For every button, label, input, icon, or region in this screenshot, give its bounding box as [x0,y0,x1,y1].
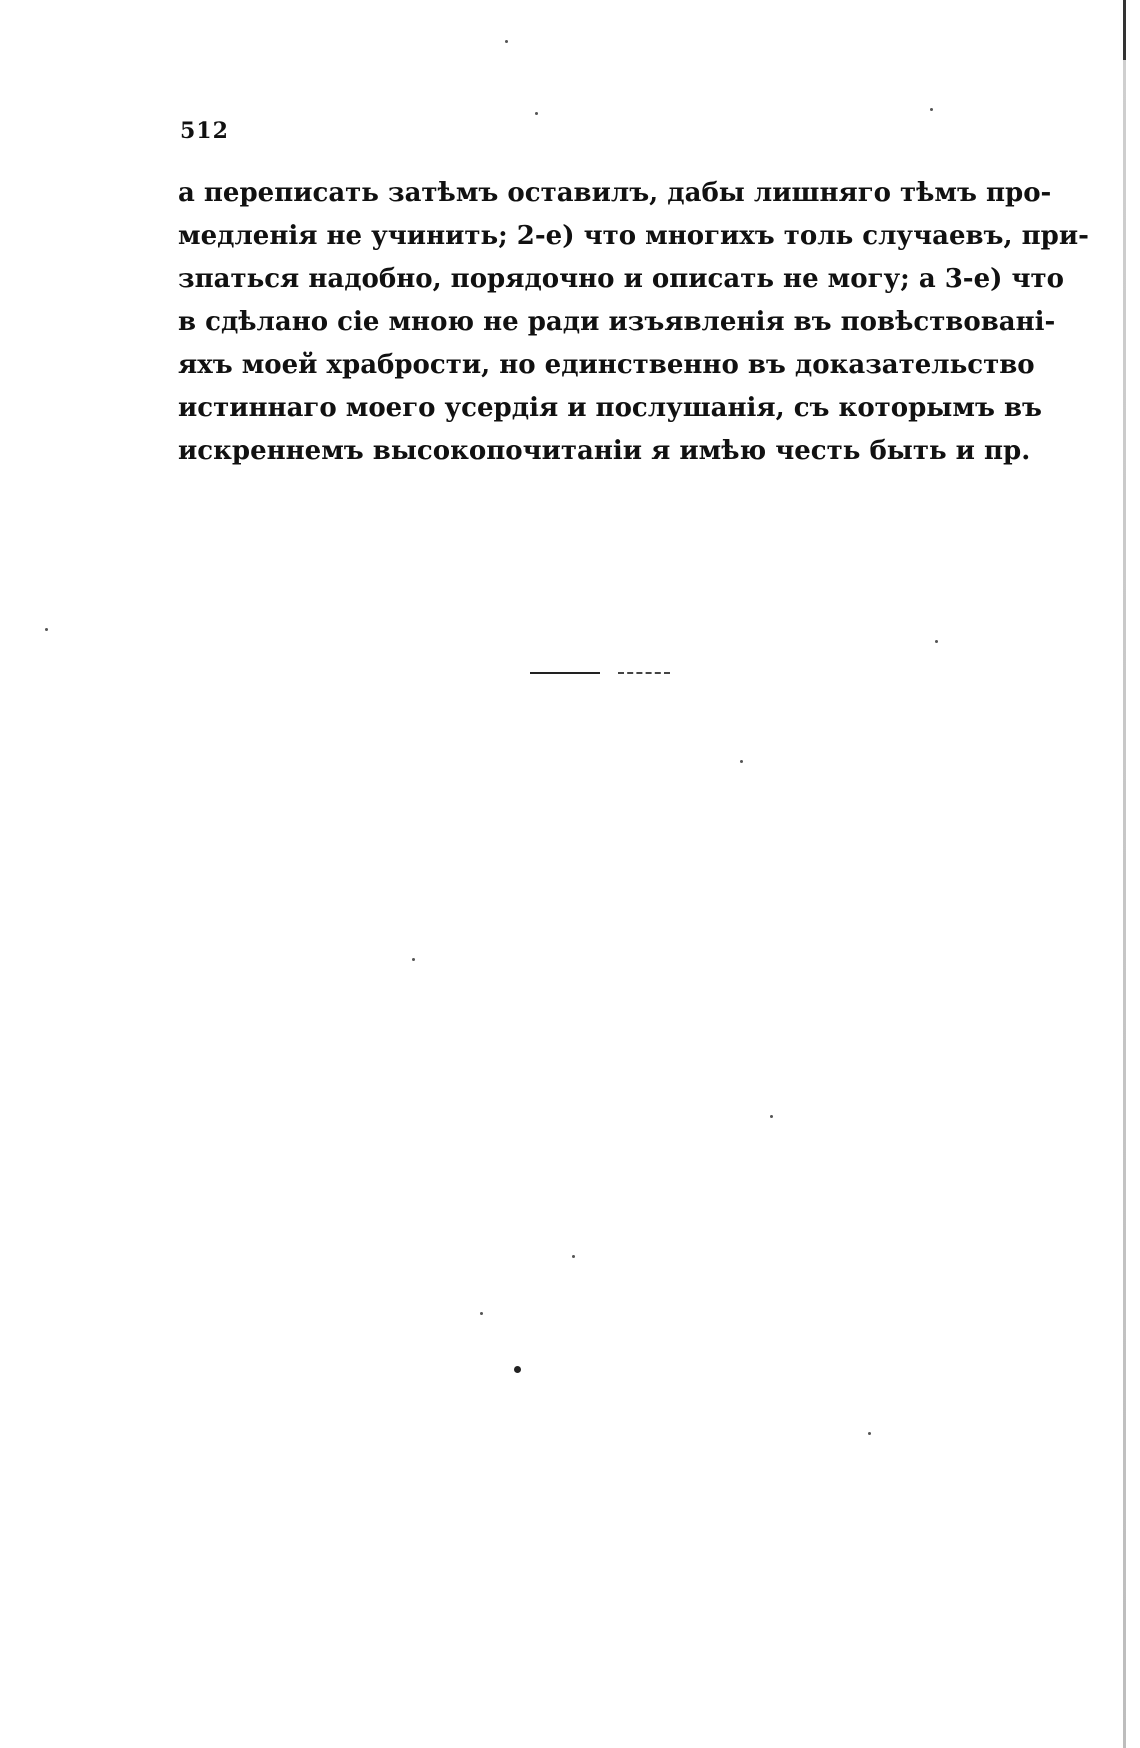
scan-speck [930,108,933,111]
text-line: зпаться надобно, порядочно и описать не могу; а 3-е) что [178,264,1064,294]
scan-speck [935,640,938,643]
scan-speck [770,1115,773,1118]
page-number: 512 [180,118,229,144]
scan-speck [45,628,48,631]
separator-rule [530,672,600,674]
text-line: истиннаго моего усердія и послушанія, съ которымъ въ [178,393,1042,423]
scan-speck [572,1255,575,1258]
scan-speck [535,112,538,115]
scan-speck [480,1312,483,1315]
scan-speck [868,1432,871,1435]
text-line: яхъ моей храбрости, но единственно въ доказательство [178,350,1035,380]
scan-speck [514,1366,521,1373]
text-line: а переписать затѣмъ оставилъ, дабы лишняго тѣмъ про- [178,178,1052,208]
text-line: в сдѣлано сіе мною не ради изъявленія въ повѣствованi- [178,307,1056,337]
text-line: искреннемъ высокопочитаніи я имѣю честь быть и пр. [178,436,1031,466]
text-line: медленія не учинить; 2-е) что многихъ толь случаевъ, при- [178,221,1089,251]
separator-rule-dashed [618,672,670,674]
page-edge-shadow [1123,0,1126,1748]
scan-speck [412,958,415,961]
section-separator [530,672,670,674]
body-text [178,172,1089,473]
scan-speck [505,40,508,43]
scan-speck [740,760,743,763]
